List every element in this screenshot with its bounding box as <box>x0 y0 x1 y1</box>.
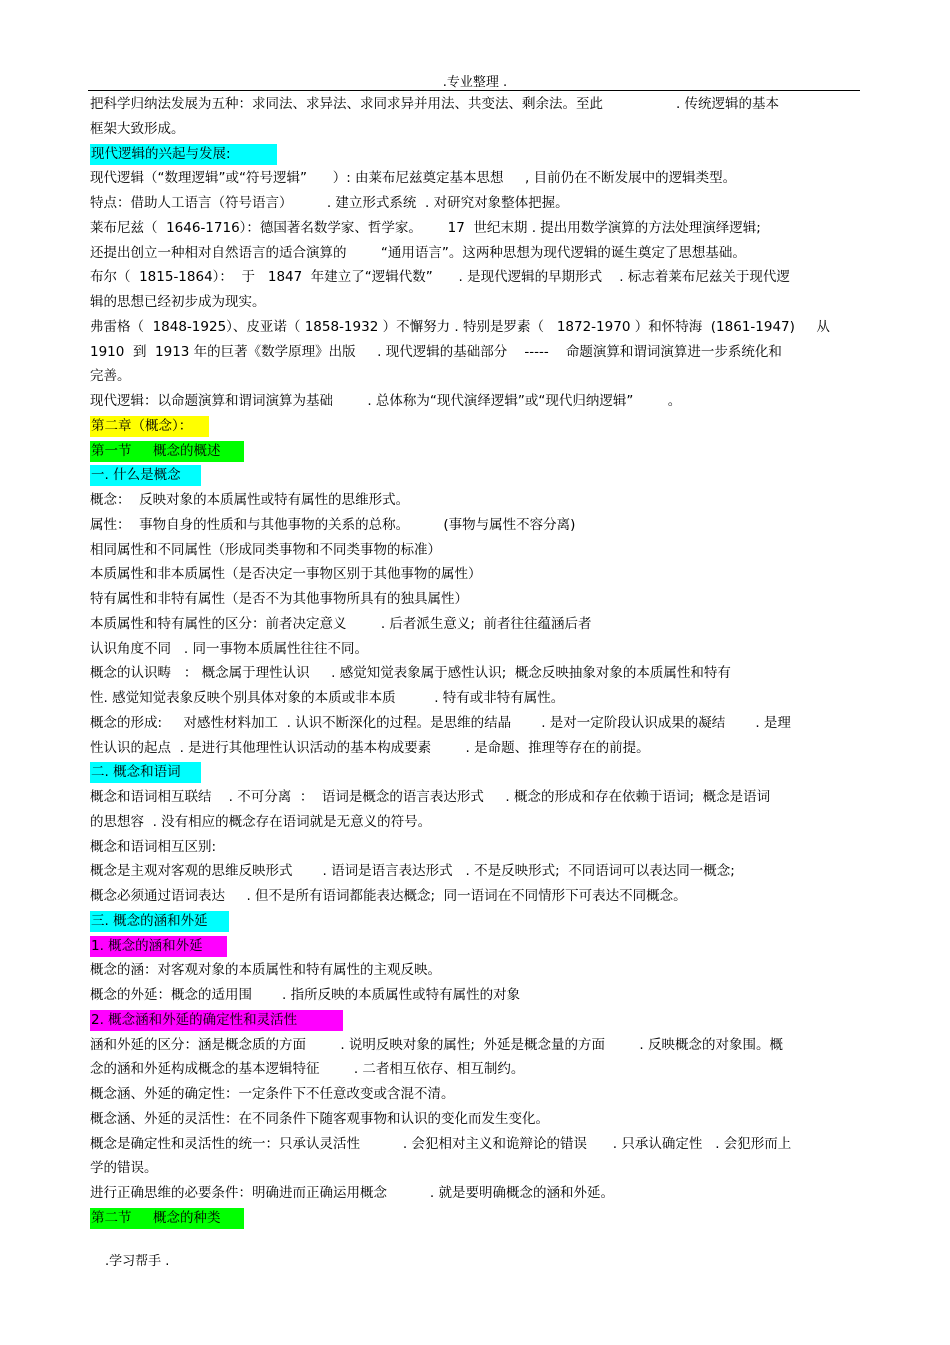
text-line: 学的错误。 <box>90 1160 158 1177</box>
text-line: 性. 感觉知觉表象反映个别具体对象的本质或非本质 . 特有或非特有属性。 <box>90 690 565 706</box>
text-line: 概念的外延：概念的适用围 . 指所反映的本质属性或特有属性的对象 <box>90 987 521 1003</box>
text-line: 弗雷格（ 1848-1925）、皮亚诺（ 1858-1932 ）不懈努力 . 特别是罗素（ 1872-1970 ）和怀特海 (1861-1947) 从 <box>90 318 830 335</box>
text-line: 的思想容 . 没有相应的概念存在语词就是无意义的符号。 <box>90 813 432 830</box>
text-line: 念的涵和外延构成概念的基本逻辑特征 . 二者相互依存、相互制约。 <box>90 1061 525 1078</box>
section-heading <box>90 414 860 439</box>
text-line: 概念和语词相互区别: <box>90 838 217 855</box>
text-line: 概念的认识畴 ： 概念属于理性认识 . 感觉知觉表象属于感性认识; 概念反映抽象对象的本质属性和特有 <box>90 665 731 682</box>
text-line: 概念和语词相互联结 . 不可分离 ： 语词是概念的语言表达形式 . 概念的形成和存在依赖于语词; 概念是语词 <box>90 789 771 805</box>
text-line: 进行正确思维的必要条件：明确进而正确运用概念 . 就是要明确概念的涵和外延。 <box>90 1185 614 1201</box>
highlighted-heading: 第二节 概念的种类 <box>90 1208 244 1229</box>
text-line: 概念涵、外延的灵活性：在不同条件下随客观事物和认识的变化而发生变化。 <box>90 1110 549 1127</box>
section-heading <box>90 463 860 488</box>
text-line: 完善。 <box>90 368 131 385</box>
highlighted-heading: 三. 概念的涵和外延 <box>90 911 229 932</box>
text-line: 概念涵、外延的确定性：一定条件下不任意改变或含混不清。 <box>90 1086 455 1102</box>
text-line: 属性： 事物自身的性质和与其他事物的关系的总称。 (事物与属性不容分离) <box>90 516 576 533</box>
text-line: 涵和外延的区分：涵是概念质的方面 . 说明反映对象的属性; 外延是概念量的方面 . 反映概念的对象围。概 <box>90 1036 783 1053</box>
text-line: 认识角度不同 . 同一事物本质属性往往不同。 <box>90 640 368 657</box>
text-line: 相同属性和不同属性（形成同类事物和不同类事物的标准） <box>90 541 441 558</box>
highlighted-heading: 一. 什么是概念 <box>90 465 201 486</box>
highlighted-heading: 二. 概念和语词 <box>90 762 201 783</box>
text-line: 概念是主观对客观的思维反映形式 . 语词是语言表达形式 . 不是反映形式; 不同语词可以表达同一概念; <box>90 863 735 880</box>
text-line: 布尔（ 1815-1864）： 于 1847 年建立了“逻辑代数” . 是现代逻辑的早期形式 . 标志着莱布尼兹关于现代逻 <box>90 269 790 286</box>
text-line: 概念的涵：对客观对象的本质属性和特有属性的主观反映。 <box>90 962 441 979</box>
text-line: 把科学归纳法发展为五种：求同法、求异法、求同求异并用法、共变法、剩余法。至此 . 传统逻辑的基本 <box>90 96 780 112</box>
text-line: 概念： 反映对象的本质属性或特有属性的思维形式。 <box>90 492 410 508</box>
text-line: 特点：借助人工语言（符号语言） . 建立形式系统 . 对研究对象整体把握。 <box>90 195 569 211</box>
document-body <box>90 92 860 1231</box>
section-heading <box>90 934 860 959</box>
text-line: 现代逻辑：以命题演算和谓词演算为基础 . 总体称为“现代演绎逻辑”或“现代归纳逻辑” 。 <box>90 393 682 409</box>
section-heading <box>90 1008 860 1033</box>
text-line: 莱布尼兹（ 1646-1716）：德国著名数学家、哲学家。 17 世纪末期 . 提出用数学演算的方法处理演绎逻辑; <box>90 219 761 236</box>
section-heading <box>90 142 860 167</box>
section-heading <box>90 760 860 785</box>
text-line: 概念必须通过语词表达 . 但不是所有语词都能表达概念; 同一语词在不同情形下可表达不同概念。 <box>90 888 687 904</box>
highlighted-heading: 第二章（概念）： <box>90 416 209 437</box>
highlighted-heading: 2. 概念涵和外延的确定性和灵活性 <box>90 1010 343 1031</box>
page-footer: .学习帮手 . <box>105 1254 170 1269</box>
text-line: 框架大致形成。 <box>90 120 185 137</box>
text-line: 现代逻辑（“数理逻辑”或“符号逻辑” ）: 由莱布尼兹奠定基本思想 , 目前仍在不断发展中的逻辑类型。 <box>90 170 737 187</box>
highlighted-heading: 现代逻辑的兴起与发展: <box>90 144 277 165</box>
highlighted-heading: 第一节 概念的概述 <box>90 441 244 462</box>
text-line: 1910 到 1913 年的巨著《数学原理》出版 . 现代逻辑的基础部分 ----- 命题演算和谓词演算进一步系统化和 <box>90 343 782 360</box>
section-heading <box>90 909 860 934</box>
section-heading <box>90 439 860 464</box>
highlighted-heading: 1. 概念的涵和外延 <box>90 936 227 957</box>
text-line: 概念的形成: 对感性材料加工 . 认识不断深化的过程。是思维的结晶 . 是对一定阶段认识成果的凝结 . 是理 <box>90 714 791 731</box>
section-heading <box>90 1206 860 1231</box>
text-line: 辑的思想已经初步成为现实。 <box>90 294 266 310</box>
text-line: 还提出创立一种相对自然语言的适合演算的 “通用语言”。这两种思想为现代逻辑的诞生奠定了思想基础。 <box>90 244 746 261</box>
header-rule <box>88 90 860 91</box>
text-line: 性认识的起点 . 是进行其他理性认识活动的基本构成要素 . 是命题、推理等存在的前提。 <box>90 739 650 756</box>
text-line: 本质属性和非本质属性（是否决定一事物区别于其他事物的属性） <box>90 566 482 583</box>
text-line: 本质属性和特有属性的区分：前者决定意义 . 后者派生意义; 前者往往蕴涵后者 <box>90 615 592 632</box>
text-line: 特有属性和非特有属性（是否不为其他事物所具有的独具属性） <box>90 591 468 607</box>
text-line: 概念是确定性和灵活性的统一：只承认灵活性 . 会犯相对主义和诡辩论的错误 . 只承认确定性 . 会犯形而上 <box>90 1135 792 1152</box>
page-header: .专业整理 . <box>442 75 508 90</box>
